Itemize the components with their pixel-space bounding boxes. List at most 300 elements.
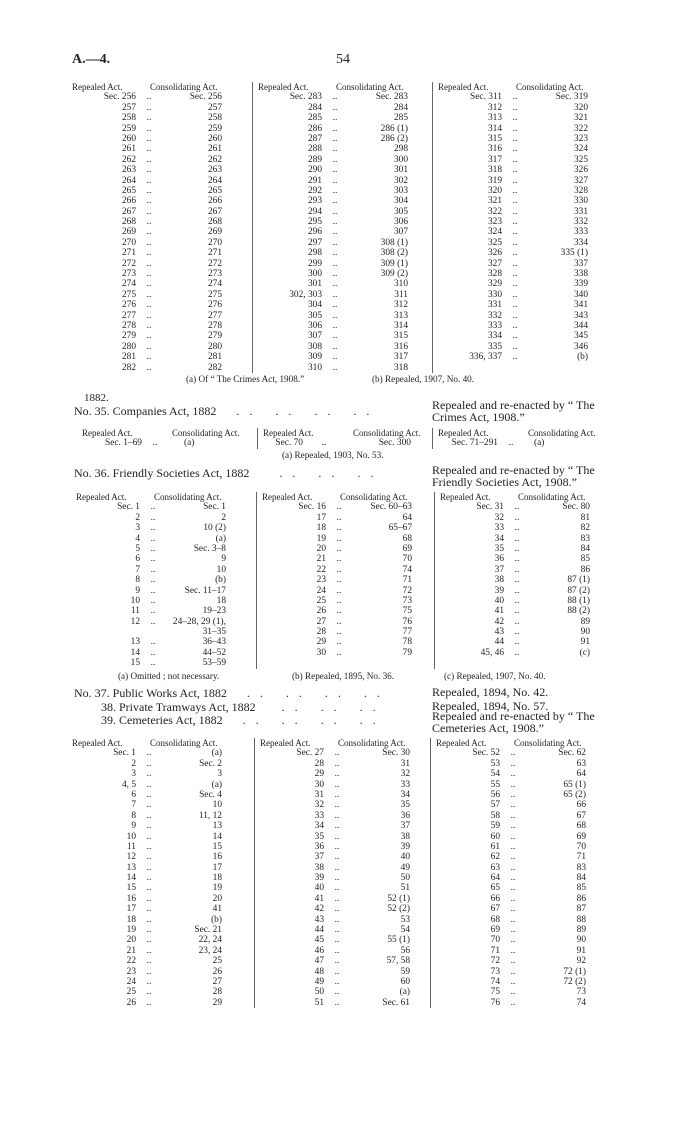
- consolidating-cell: Sec. 30: [382, 748, 410, 759]
- repealed-cell: 284: [307, 102, 322, 113]
- consolidating-cell: 72: [402, 585, 412, 596]
- table-row: 76 .. 74: [436, 998, 620, 1008]
- head-consolidating: Consolidating Act.: [516, 82, 584, 92]
- repealed-cell: 257: [121, 102, 136, 113]
- repealed-cell: 272: [121, 258, 136, 269]
- head-repealed: Repealed Act.: [262, 492, 313, 502]
- table-row: 298 .. 308 (2): [258, 248, 428, 258]
- table-row: 23 .. 71: [262, 575, 430, 585]
- consolidating-cell: 75: [402, 606, 412, 617]
- table-row: 59 .. 68: [436, 821, 620, 831]
- repealed-cell: 76: [490, 997, 500, 1008]
- consolidating-cell: 13: [212, 821, 222, 832]
- table-row: Sec. 52 .. Sec. 62: [436, 748, 620, 758]
- consolidating-cell: 84: [576, 873, 586, 884]
- repealed-cell: 282: [121, 362, 136, 373]
- head-consolidating: Consolidating Act.: [150, 82, 218, 92]
- table1-col3: [432, 82, 624, 373]
- table-row: 309 .. 317: [258, 352, 428, 362]
- table-row: 264 .. 264: [72, 176, 248, 186]
- repealed-cell: 63: [490, 862, 500, 873]
- repealed-cell: 314: [487, 123, 502, 134]
- act39-title: 39. Cemeteries Act, 1882 .. .. .. ..: [101, 713, 386, 727]
- consolidating-cell: 273: [207, 269, 222, 280]
- repealed-cell: 45: [314, 935, 324, 946]
- table-row: 24 .. 72: [262, 586, 430, 596]
- table-row: 18 .. 65–67: [262, 523, 430, 533]
- table-row: 54 .. 64: [436, 769, 620, 779]
- table-row: 12 .. 16: [72, 852, 250, 862]
- repealed-cell: 323: [487, 217, 502, 228]
- consolidating-cell: 344: [573, 321, 588, 331]
- act36-col1-head: [76, 492, 252, 502]
- consolidating-cell: 25: [212, 956, 222, 967]
- table-row: 35 .. 38: [260, 832, 426, 842]
- consolidating-cell: 66: [576, 800, 586, 811]
- repealed-cell: 44: [314, 925, 324, 936]
- consolidating-cell: 308 (2): [380, 248, 408, 259]
- consolidating-cell: 18: [216, 595, 226, 606]
- table-row: 313 .. 321: [438, 113, 620, 123]
- repealed-cell: 68: [490, 914, 500, 925]
- consolidating-cell: 79: [402, 647, 412, 658]
- table1-col2-rows: [258, 92, 428, 373]
- repealed-cell: 318: [487, 165, 502, 176]
- consolidating-cell: 281: [207, 352, 222, 363]
- consolidating-cell: 68: [402, 533, 412, 544]
- table1-col1-rows: [72, 92, 248, 373]
- repealed-cell: 327: [487, 258, 502, 269]
- table-row: 29 .. 32: [260, 769, 426, 779]
- table-row: 60 .. 69: [436, 832, 620, 842]
- repealed-cell: 35: [314, 831, 324, 842]
- act36-result: Repealed and re-enacted by “ The Friendly Societies Act, 1908.”: [432, 463, 595, 489]
- consolidating-cell: 261: [207, 144, 222, 155]
- table-row: 326 .. 335 (1): [438, 248, 620, 258]
- repealed-cell: 2: [131, 758, 136, 769]
- table-row: 291 .. 302: [258, 176, 428, 186]
- table-row: 300 .. 309 (2): [258, 269, 428, 279]
- table-row: 36 .. 85: [440, 554, 620, 564]
- repealed-cell: 41: [314, 893, 324, 904]
- repealed-cell: 299: [307, 258, 322, 269]
- repealed-cell: 65: [490, 883, 500, 894]
- table-row: 13 .. 36–43: [76, 637, 252, 647]
- table-row: 293 .. 304: [258, 196, 428, 206]
- repealed-cell: 2: [135, 512, 140, 523]
- table-row: 42 .. 89: [440, 617, 620, 627]
- table-row: 20 .. 69: [262, 544, 430, 554]
- table-row: 261 .. 261: [72, 144, 248, 154]
- act36-col2: [256, 492, 434, 669]
- repealed-cell: 277: [121, 310, 136, 321]
- consolidating-cell: 87: [576, 904, 586, 915]
- repealed-cell: 4: [135, 533, 140, 544]
- consolidating-cell: 36: [400, 810, 410, 821]
- consolidating-cell: Sec. 62: [558, 748, 586, 759]
- repealed-cell: 53: [490, 758, 500, 769]
- act36-note-c: (c) Repealed, 1907, No. 40.: [444, 671, 546, 681]
- repealed-cell: 271: [121, 248, 136, 259]
- consolidating-cell: 65 (1): [563, 779, 586, 790]
- act38-result: Repealed, 1894, No. 57.: [432, 699, 549, 713]
- consolidating-cell: 71: [402, 575, 412, 586]
- repealed-cell: 264: [121, 175, 136, 186]
- repealed-cell: 70: [490, 935, 500, 946]
- table-row: 4 .. (a): [76, 534, 252, 544]
- repealed-cell: 276: [121, 300, 136, 311]
- consolidating-cell: 83: [576, 862, 586, 873]
- table-row: 327 .. 337: [438, 259, 620, 269]
- consolidating-cell: 24–28, 29 (1),: [172, 616, 226, 627]
- consolidating-cell: 89: [576, 925, 586, 936]
- table-row: 19 .. 68: [262, 534, 430, 544]
- table-row: 69 .. 89: [436, 925, 620, 935]
- consolidating-cell: 324: [573, 144, 588, 155]
- consolidating-cell: 331: [573, 206, 588, 217]
- consolidating-cell: Sec. 11–17: [184, 585, 226, 596]
- act39-col1-rows: [72, 748, 250, 1008]
- consolidating-cell: (b): [211, 914, 222, 925]
- consolidating-cell: 28: [212, 987, 222, 998]
- consolidating-cell: 90: [580, 627, 590, 638]
- repealed-cell: 49: [314, 977, 324, 987]
- repealed-cell: 16: [126, 893, 136, 904]
- table-row: 2 .. 2: [76, 513, 252, 523]
- consolidating-cell: 276: [207, 300, 222, 311]
- repealed-cell: 33: [314, 810, 324, 821]
- head-consolidating: Consolidating Act.: [340, 492, 408, 502]
- table-row: Sec. 1 .. (a): [72, 748, 250, 758]
- repealed-cell: 28: [316, 627, 326, 638]
- consolidating-cell: 315: [393, 331, 408, 342]
- table-row: 270 .. 270: [72, 238, 248, 248]
- head-consolidating: Consolidating Act.: [150, 738, 218, 748]
- page-header-left: A.—4.: [72, 52, 111, 67]
- repealed-cell: 301: [307, 279, 322, 290]
- table1-col1-head: [72, 82, 248, 92]
- table-row: 53 .. 63: [436, 759, 620, 769]
- table-row: 277 .. 277: [72, 311, 248, 321]
- consolidating-cell: 60: [400, 977, 410, 987]
- table-row: 66 .. 86: [436, 894, 620, 904]
- table-row: 50 .. (a): [260, 987, 426, 997]
- table-row: 275 .. 275: [72, 290, 248, 300]
- consolidating-cell: 65–67: [388, 523, 412, 534]
- repealed-cell: 40: [494, 595, 504, 606]
- table-row: 331 .. 341: [438, 300, 620, 310]
- table-row: 48 .. 59: [260, 967, 426, 977]
- repealed-cell: 329: [487, 279, 502, 290]
- consolidating-cell: 73: [402, 595, 412, 606]
- table-row: 274 .. 274: [72, 279, 248, 289]
- table-row: 324 .. 333: [438, 227, 620, 237]
- table-row: 32 .. 81: [440, 513, 620, 523]
- table-row: 267 .. 267: [72, 207, 248, 217]
- table-row: Sec. 16 .. Sec. 60–63: [262, 502, 430, 512]
- repealed-cell: 5: [135, 543, 140, 554]
- table-row: 284 .. 284: [258, 103, 428, 113]
- repealed-cell: 8: [131, 810, 136, 821]
- repealed-cell: 285: [307, 113, 322, 124]
- consolidating-cell: 327: [573, 175, 588, 186]
- repealed-cell: 325: [487, 237, 502, 248]
- table-row: 45 .. 55 (1): [260, 935, 426, 945]
- consolidating-cell: 285: [393, 113, 408, 124]
- consolidating-cell: 72 (1): [563, 966, 586, 977]
- repealed-cell: 287: [307, 133, 322, 144]
- repealed-cell: Sec. 1: [117, 502, 140, 513]
- repealed-cell: 302, 303: [289, 289, 322, 300]
- table-row: 279 .. 279: [72, 331, 248, 341]
- consolidating-cell: 86: [580, 564, 590, 575]
- consolidating-cell: 84: [580, 543, 590, 554]
- consolidating-cell: 286 (2): [380, 133, 408, 144]
- repealed-cell: 261: [121, 144, 136, 155]
- table-row: 72 .. 92: [436, 956, 620, 966]
- table-row: 26 .. 75: [262, 606, 430, 616]
- consolidating-cell: (c): [579, 647, 590, 658]
- consolidating-cell: 338: [573, 269, 588, 280]
- table-row: 262 .. 262: [72, 155, 248, 165]
- repealed-cell: 55: [490, 779, 500, 790]
- repealed-cell: Sec. 27: [296, 748, 324, 759]
- consolidating-cell: 257: [207, 102, 222, 113]
- consolidating-cell: 325: [573, 154, 588, 165]
- table-row: 62 .. 71: [436, 852, 620, 862]
- repealed-cell: 308: [307, 341, 322, 352]
- table-row: 276 .. 276: [72, 300, 248, 310]
- table-row: 16 .. 20: [72, 894, 250, 904]
- consolidating-cell: 83: [580, 533, 590, 544]
- repealed-cell: 42: [494, 616, 504, 627]
- head-consolidating: Consolidating Act.: [514, 738, 582, 748]
- consolidating-cell: 38: [400, 831, 410, 842]
- consolidating-cell: 312: [393, 300, 408, 311]
- repealed-cell: 332: [487, 310, 502, 321]
- act39-col2-rows: [260, 748, 426, 1008]
- consolidating-cell: 277: [207, 310, 222, 321]
- consolidating-cell: 317: [393, 352, 408, 363]
- consolidating-cell: 16: [212, 852, 222, 863]
- repealed-cell: Sec. 1–69: [105, 438, 142, 449]
- repealed-cell: 12: [130, 616, 140, 627]
- repealed-cell: Sec. 16: [298, 502, 326, 513]
- consolidating-cell: 39: [400, 841, 410, 852]
- act35-title: No. 35. Companies Act, 1882 .. .. .. ..: [74, 404, 380, 418]
- table-row: 13 .. 17: [72, 863, 250, 873]
- consolidating-cell: 316: [393, 341, 408, 352]
- table-row: 294 .. 305: [258, 207, 428, 217]
- act35-title-text: No. 35. Companies Act, 1882: [74, 404, 217, 418]
- consolidating-cell: 32: [400, 769, 410, 780]
- repealed-cell: 273: [121, 269, 136, 280]
- act35-col1-head: [72, 428, 257, 438]
- table-row: 12 .. 24–28, 29 (1),: [76, 617, 252, 627]
- table-row: 287 .. 286 (2): [258, 134, 428, 144]
- consolidating-cell: 282: [207, 362, 222, 373]
- consolidating-cell: 260: [207, 133, 222, 144]
- consolidating-cell: 23, 24: [198, 945, 222, 956]
- table-row: 14 .. 44–52: [76, 648, 252, 658]
- act36-title: No. 36. Friendly Societies Act, 1882 .. .. ..: [74, 466, 384, 480]
- table-row: 269 .. 269: [72, 227, 248, 237]
- table-row: Sec. 27 .. Sec. 30: [260, 748, 426, 758]
- consolidating-cell: 267: [207, 206, 222, 217]
- table-row: 330 .. 340: [438, 290, 620, 300]
- consolidating-cell: 77: [402, 627, 412, 638]
- repealed-cell: Sec. 52: [472, 748, 500, 759]
- repealed-cell: 294: [307, 206, 322, 217]
- table-row: 3 .. 3: [72, 769, 250, 779]
- act35-row-1: Sec. 1–69 .. (a): [72, 438, 257, 448]
- table-row: 17 .. 41: [72, 904, 250, 914]
- table-row: 265 .. 265: [72, 186, 248, 196]
- consolidating-cell: 17: [212, 862, 222, 873]
- act39-table: [72, 738, 624, 1008]
- repealed-cell: 13: [130, 637, 140, 648]
- repealed-cell: 317: [487, 154, 502, 165]
- table-row: 39 .. 87 (2): [440, 586, 620, 596]
- table-row: 292 .. 303: [258, 186, 428, 196]
- table-row: 314 .. 322: [438, 124, 620, 134]
- table-crimes-continuation: [72, 82, 624, 373]
- table-row: 38 .. 49: [260, 863, 426, 873]
- table-row: 306 .. 314: [258, 321, 428, 331]
- table-row: 260 .. 260: [72, 134, 248, 144]
- table-row: 42 .. 52 (2): [260, 904, 426, 914]
- consolidating-cell: 90: [576, 935, 586, 946]
- table-row: 282 .. 282: [72, 363, 248, 373]
- consolidating-cell: 279: [207, 331, 222, 342]
- table-row: 289 .. 300: [258, 155, 428, 165]
- repealed-cell: 259: [121, 123, 136, 134]
- repealed-cell: 20: [316, 543, 326, 554]
- act36-col2-rows: [262, 502, 430, 658]
- repealed-cell: 51: [314, 997, 324, 1008]
- table-row: 43 .. 53: [260, 915, 426, 925]
- consolidating-cell: 70: [576, 841, 586, 852]
- table-row: 10 .. 18: [76, 596, 252, 606]
- consolidating-cell: 322: [573, 123, 588, 134]
- consolidating-cell: Sec. 319: [555, 92, 588, 103]
- repealed-cell: 280: [121, 341, 136, 352]
- act35-row-2: Sec. 70 .. Sec. 300: [263, 438, 432, 448]
- act35-row-3: Sec. 71–291 .. (a): [438, 438, 617, 448]
- consolidating-cell: 31–35: [202, 627, 226, 638]
- table-row: 288 .. 298: [258, 144, 428, 154]
- table-row: 3 .. 10 (2): [76, 523, 252, 533]
- repealed-cell: 13: [126, 862, 136, 873]
- consolidating-cell: 63: [576, 758, 586, 769]
- repealed-cell: 289: [307, 154, 322, 165]
- repealed-cell: 21: [316, 554, 326, 565]
- consolidating-cell: 22, 24: [198, 935, 222, 946]
- table-row: 37 .. 86: [440, 565, 620, 575]
- repealed-cell: 28: [314, 758, 324, 769]
- repealed-cell: 12: [126, 852, 136, 863]
- table1-col3-head: [438, 82, 620, 92]
- repealed-cell: 25: [316, 595, 326, 606]
- repealed-cell: 14: [130, 647, 140, 658]
- repealed-cell: 42: [314, 904, 324, 915]
- consolidating-cell: (a): [399, 987, 410, 998]
- repealed-cell: 39: [314, 873, 324, 884]
- consolidating-cell: (a): [534, 438, 545, 449]
- page-number: 54: [336, 52, 350, 67]
- consolidating-cell: 265: [207, 185, 222, 196]
- repealed-cell: 9: [135, 585, 140, 596]
- repealed-cell: 333: [487, 321, 502, 331]
- consolidating-cell: 64: [402, 512, 412, 523]
- table-row: 30 .. 33: [260, 780, 426, 790]
- year-heading: 1882.: [84, 392, 109, 404]
- repealed-cell: 267: [121, 206, 136, 217]
- repealed-cell: 293: [307, 196, 322, 207]
- consolidating-cell: (b): [215, 575, 226, 586]
- table-row: 71 .. 91: [436, 946, 620, 956]
- consolidating-cell: 51: [400, 883, 410, 894]
- consolidating-cell: Sec. 61: [382, 997, 410, 1008]
- repealed-cell: 60: [490, 831, 500, 842]
- repealed-cell: 30: [316, 647, 326, 658]
- consolidating-cell: 263: [207, 165, 222, 176]
- act36-col3-rows: [440, 502, 620, 658]
- consolidating-cell: 314: [393, 321, 408, 331]
- table-row: 34 .. 83: [440, 534, 620, 544]
- repealed-cell: 6: [135, 554, 140, 565]
- repealed-cell: 24: [126, 977, 136, 987]
- consolidating-cell: 2: [221, 512, 226, 523]
- repealed-cell: 34: [494, 533, 504, 544]
- repealed-cell: 74: [490, 977, 500, 987]
- repealed-cell: 265: [121, 185, 136, 196]
- repealed-cell: 38: [494, 575, 504, 586]
- table-row: 304 .. 312: [258, 300, 428, 310]
- consolidating-cell: 258: [207, 113, 222, 124]
- repealed-cell: 278: [121, 321, 136, 331]
- table-row: 6 .. 9: [76, 554, 252, 564]
- table-row: 321 .. 330: [438, 196, 620, 206]
- table-row: 6 .. Sec. 4: [72, 790, 250, 800]
- consolidating-cell: 275: [207, 289, 222, 300]
- table-row: 318 .. 326: [438, 165, 620, 175]
- table-row: 8 .. (b): [76, 575, 252, 585]
- repealed-cell: 292: [307, 185, 322, 196]
- consolidating-cell: 278: [207, 321, 222, 331]
- table-row: 24 .. 27: [72, 977, 250, 987]
- consolidating-cell: 280: [207, 341, 222, 352]
- act37-result: Repealed, 1894, No. 42.: [432, 685, 549, 699]
- repealed-cell: 62: [490, 852, 500, 863]
- repealed-cell: 22: [126, 956, 136, 967]
- consolidating-cell: 55 (1): [387, 935, 410, 946]
- consolidating-cell: 333: [573, 227, 588, 238]
- act35-col3: [432, 428, 617, 449]
- repealed-cell: 268: [121, 217, 136, 228]
- repealed-cell: 36: [494, 554, 504, 565]
- consolidating-cell: 87 (2): [567, 585, 590, 596]
- act36-col3: [434, 492, 624, 669]
- head-repealed: Repealed Act.: [438, 428, 489, 438]
- repealed-cell: 47: [314, 956, 324, 967]
- table-row: 45, 46 .. (c): [440, 648, 620, 658]
- consolidating-cell: 53–59: [202, 658, 226, 669]
- table-row: 322 .. 331: [438, 207, 620, 217]
- repealed-cell: 35: [494, 543, 504, 554]
- table-row: 44 .. 54: [260, 925, 426, 935]
- repealed-cell: Sec. 31: [476, 502, 504, 513]
